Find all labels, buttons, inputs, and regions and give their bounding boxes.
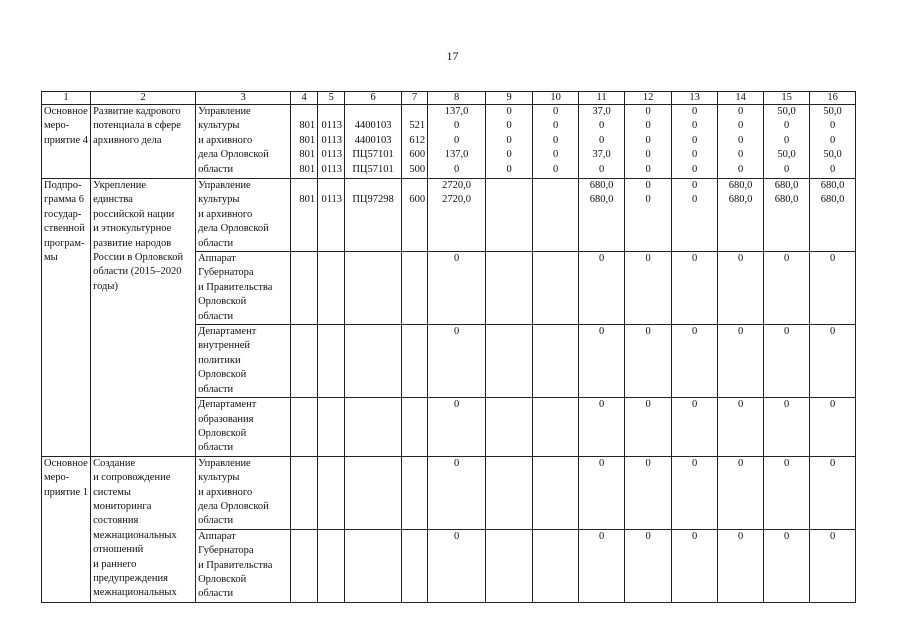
header-cell: 2 — [91, 92, 196, 105]
cell-rzpr — [318, 529, 345, 602]
cell-year — [533, 325, 579, 398]
cell-line: 0 — [645, 134, 651, 146]
cell-line: системы — [93, 486, 131, 498]
cell-line: 0 — [552, 134, 559, 146]
cell-year — [718, 105, 764, 179]
cell-total: 0 — [428, 252, 486, 325]
cell-line — [404, 105, 425, 119]
cell-rzpr — [318, 325, 345, 398]
cell-line: области — [198, 442, 234, 454]
cell-line: 801 — [299, 120, 316, 132]
cell-vr — [402, 325, 428, 398]
cell-year — [533, 398, 579, 457]
cell-line: 612 — [409, 134, 426, 146]
cell-line: российской нации — [93, 208, 175, 220]
cell-year — [810, 179, 856, 252]
cell-rzpr — [318, 456, 345, 529]
cell-line: 2720,0 — [442, 194, 471, 206]
cell-year: 0 — [764, 325, 810, 398]
cell-line: межнациональных — [93, 529, 177, 541]
cell-csr — [345, 179, 402, 252]
cell-line: и Правительства — [198, 281, 273, 293]
header-cell: 11 — [579, 92, 625, 105]
cell-line: 4400103 — [354, 120, 392, 132]
budget-table — [41, 91, 856, 603]
cell-line: 680,0 — [728, 194, 753, 206]
cell-line: Подпро- — [44, 180, 82, 191]
cell-line: 2720,0 — [442, 180, 471, 191]
cell-line: Губернатора — [198, 545, 254, 557]
header-cell: 16 — [810, 92, 856, 105]
cell-year — [486, 529, 533, 602]
header-cell: 10 — [533, 92, 579, 105]
cell-year — [672, 179, 718, 252]
cell-grbs — [291, 529, 318, 602]
cell-year: 0 — [810, 398, 856, 457]
cell-program-name — [91, 179, 196, 457]
cell-line: 137,0 — [444, 149, 469, 161]
cell-vr — [402, 252, 428, 325]
cell-executor — [196, 398, 291, 457]
cell-line: государ- — [44, 208, 82, 220]
cell-line — [347, 179, 399, 193]
cell-line: архивного дела — [93, 134, 162, 146]
cell-year: 0 — [810, 252, 856, 325]
cell-line: 0 — [691, 180, 698, 191]
cell-line — [404, 179, 425, 193]
cell-line: Развитие кадрового — [93, 106, 181, 117]
cell-line: межнациональных — [93, 587, 177, 599]
cell-line: 0 — [645, 194, 651, 206]
cell-year — [718, 179, 764, 252]
cell-year — [533, 529, 579, 602]
cell-vr — [402, 398, 428, 457]
cell-grbs — [291, 252, 318, 325]
cell-year — [625, 105, 672, 179]
cell-line: 0 — [691, 120, 698, 132]
cell-line: 801 — [299, 149, 316, 161]
cell-executor — [196, 252, 291, 325]
cell-line: и Правительства — [198, 559, 273, 571]
cell-grbs — [291, 456, 318, 529]
cell-executor — [196, 529, 291, 602]
header-cell: 8 — [428, 92, 486, 105]
cell-line: 0 — [829, 120, 836, 132]
cell-csr — [345, 456, 402, 529]
cell-year: 0 — [579, 325, 625, 398]
cell-total — [428, 105, 486, 179]
cell-line: 4400103 — [354, 134, 392, 146]
cell-line: дела Орловской — [198, 149, 269, 161]
cell-line: мониторинга — [93, 500, 152, 512]
cell-line: 600 — [409, 149, 426, 161]
cell-rzpr — [318, 179, 345, 252]
cell-line: 801 — [299, 134, 316, 146]
cell-line: 521 — [409, 120, 426, 132]
cell-year — [486, 252, 533, 325]
cell-year: 0 — [764, 456, 810, 529]
cell-line: 680,0 — [774, 180, 799, 191]
cell-year — [764, 105, 810, 179]
cell-line: 0 — [552, 149, 559, 161]
cell-vr — [402, 529, 428, 602]
cell-year: 0 — [810, 456, 856, 529]
cell-line: и архивного — [198, 208, 253, 220]
cell-line: Департамент — [198, 326, 257, 338]
cell-year: 0 — [810, 325, 856, 398]
cell-line: культуры — [198, 120, 240, 132]
cell-line: 37,0 — [592, 106, 611, 117]
cell-line: области — [198, 383, 234, 395]
cell-line: Орловской — [198, 296, 247, 308]
cell-line: Орловской — [198, 369, 247, 381]
cell-line: 0 — [645, 120, 651, 132]
cell-program-code — [42, 456, 91, 602]
cell-line: 0 — [506, 120, 512, 132]
cell-executor — [196, 325, 291, 398]
cell-line: 0113 — [321, 194, 343, 206]
cell-line: 0 — [453, 120, 460, 132]
cell-year — [579, 105, 625, 179]
cell-grbs — [291, 398, 318, 457]
cell-line: внутренней — [198, 340, 251, 352]
cell-line: Аппарат — [198, 530, 236, 542]
cell-line: Основное — [44, 106, 88, 117]
cell-line: дела Орловской — [198, 223, 269, 235]
cell-line: 500 — [409, 163, 426, 175]
cell-vr — [402, 179, 428, 252]
cell-line: и этнокультурное — [93, 223, 172, 235]
cell-line: Департамент — [198, 399, 257, 411]
cell-year: 0 — [764, 529, 810, 602]
cell-year — [533, 105, 579, 179]
cell-line: 0 — [783, 134, 790, 146]
header-cell: 12 — [625, 92, 672, 105]
cell-year: 0 — [764, 252, 810, 325]
cell-line: Управление — [198, 180, 251, 191]
page-number: 17 — [446, 49, 459, 63]
cell-line: 0 — [645, 180, 651, 191]
cell-year — [486, 179, 533, 252]
cell-line: 0 — [506, 134, 512, 146]
cell-line: 680,0 — [774, 194, 799, 206]
cell-year: 0 — [625, 398, 672, 457]
cell-line: меро- — [44, 120, 70, 132]
cell-year: 0 — [718, 398, 764, 457]
cell-line — [293, 179, 315, 193]
cell-line: 0113 — [321, 134, 343, 146]
cell-line: 0 — [598, 134, 605, 146]
cell-line: 0 — [737, 163, 744, 175]
cell-year — [810, 105, 856, 179]
cell-line: Основное — [44, 457, 88, 469]
cell-rzpr — [318, 398, 345, 457]
cell-line: культуры — [198, 472, 240, 484]
cell-year — [486, 325, 533, 398]
cell-line — [320, 105, 342, 119]
cell-line: области (2015–2020 — [93, 266, 182, 278]
cell-year: 0 — [718, 529, 764, 602]
cell-grbs — [291, 325, 318, 398]
header-cell: 7 — [402, 92, 428, 105]
cell-year: 0 — [579, 252, 625, 325]
cell-line: 0113 — [321, 120, 343, 132]
cell-line: единства — [93, 194, 133, 206]
header-cell: 15 — [764, 92, 810, 105]
cell-line: и раннего — [93, 558, 137, 570]
cell-line: 137,0 — [444, 106, 469, 117]
cell-total: 0 — [428, 456, 486, 529]
cell-year: 0 — [579, 529, 625, 602]
cell-line: Создание — [93, 457, 136, 469]
cell-line: 0113 — [321, 149, 343, 161]
cell-line: 0 — [506, 106, 512, 117]
cell-line: области — [198, 588, 234, 600]
cell-year: 0 — [810, 529, 856, 602]
cell-line: предупреждения — [93, 572, 168, 584]
cell-year: 0 — [718, 325, 764, 398]
cell-year: 0 — [625, 252, 672, 325]
cell-line: области — [198, 310, 234, 322]
cell-program-name — [91, 456, 196, 602]
cell-line: ПЦ57101 — [352, 163, 394, 175]
cell-program-code — [42, 179, 91, 457]
cell-line: 0 — [598, 120, 605, 132]
cell-line: грамма 6 — [44, 194, 84, 206]
cell-year: 0 — [672, 398, 718, 457]
cell-line: 0 — [598, 163, 605, 175]
cell-year — [625, 179, 672, 252]
cell-line: и архивного — [198, 134, 253, 146]
cell-line: России в Орловской — [93, 252, 184, 264]
cell-line: 0113 — [321, 163, 343, 175]
cell-line: 600 — [409, 194, 426, 206]
cell-line: 801 — [299, 194, 316, 206]
cell-line: Управление — [198, 457, 251, 469]
cell-csr — [345, 105, 402, 179]
cell-line: 50,0 — [823, 106, 842, 117]
cell-grbs — [291, 179, 318, 252]
cell-line: развитие народов — [93, 237, 172, 249]
cell-rzpr — [318, 252, 345, 325]
cell-line: 0 — [737, 149, 744, 161]
cell-year: 0 — [625, 529, 672, 602]
cell-line: Орловской — [198, 427, 247, 439]
cell-line: отношений — [93, 544, 144, 556]
cell-year — [764, 179, 810, 252]
cell-line: образования — [198, 413, 254, 425]
cell-vr — [402, 456, 428, 529]
cell-year — [533, 456, 579, 529]
cell-line: 0 — [783, 163, 790, 175]
cell-line: 0 — [829, 163, 836, 175]
cell-total: 0 — [428, 529, 486, 602]
cell-line: и сопровождение — [93, 472, 171, 484]
cell-year: 0 — [672, 325, 718, 398]
cell-year: 0 — [579, 456, 625, 529]
cell-line: политики — [198, 354, 241, 366]
cell-line: потенциала в сфере — [93, 120, 181, 132]
cell-rzpr — [318, 105, 345, 179]
cell-total: 0 — [428, 398, 486, 457]
cell-line: области — [198, 237, 234, 249]
cell-total — [428, 179, 486, 252]
cell-line: 0 — [691, 163, 698, 175]
cell-line: области — [198, 515, 234, 527]
cell-line: дела Орловской — [198, 500, 269, 512]
header-cell: 14 — [718, 92, 764, 105]
cell-line: 0 — [737, 120, 744, 132]
cell-year: 0 — [672, 529, 718, 602]
table-row — [42, 179, 856, 252]
cell-line: 680,0 — [820, 180, 845, 191]
cell-line: 0 — [645, 163, 651, 175]
cell-line: 680,0 — [728, 180, 753, 191]
cell-line: 680,0 — [589, 180, 614, 191]
cell-line: мы — [44, 252, 58, 264]
cell-line: 0 — [783, 120, 790, 132]
header-cell: 4 — [291, 92, 318, 105]
cell-year: 0 — [718, 456, 764, 529]
table-row — [42, 105, 856, 179]
header-cell: 6 — [345, 92, 402, 105]
cell-year: 0 — [625, 456, 672, 529]
cell-line: 0 — [453, 163, 460, 175]
cell-line: 0 — [691, 149, 698, 161]
cell-line: 0 — [737, 134, 744, 146]
cell-line: 0 — [552, 106, 559, 117]
cell-year: 0 — [672, 456, 718, 529]
cell-line: годы) — [93, 280, 118, 292]
cell-line: и архивного — [198, 486, 253, 498]
cell-line: Аппарат — [198, 253, 236, 265]
header-cell: 3 — [196, 92, 291, 105]
cell-line: 50,0 — [777, 149, 796, 161]
cell-line: 680,0 — [589, 194, 614, 206]
cell-executor — [196, 105, 291, 179]
cell-line: ПЦ57101 — [352, 149, 394, 161]
cell-line: 0 — [691, 134, 698, 146]
cell-year: 0 — [625, 325, 672, 398]
cell-line: приятие 4 — [44, 134, 89, 146]
cell-line: области — [198, 163, 234, 175]
cell-program-name — [91, 105, 196, 179]
cell-vr — [402, 105, 428, 179]
cell-year: 0 — [764, 398, 810, 457]
cell-executor — [196, 179, 291, 252]
cell-line — [347, 105, 399, 119]
cell-csr — [345, 252, 402, 325]
cell-csr — [345, 325, 402, 398]
cell-line: 680,0 — [820, 194, 845, 206]
cell-line: 0 — [645, 106, 651, 117]
cell-line: 0 — [453, 134, 460, 146]
header-cell: 13 — [672, 92, 718, 105]
cell-year — [486, 456, 533, 529]
header-row — [42, 92, 856, 105]
cell-line: 0 — [506, 149, 512, 161]
cell-executor — [196, 456, 291, 529]
cell-csr — [345, 398, 402, 457]
cell-line: Управление — [198, 106, 251, 117]
cell-year: 0 — [579, 398, 625, 457]
cell-csr — [345, 529, 402, 602]
cell-line: ственной — [44, 223, 85, 235]
cell-grbs — [291, 105, 318, 179]
cell-year — [533, 252, 579, 325]
cell-year — [672, 105, 718, 179]
cell-line: меро- — [44, 472, 70, 484]
cell-line: состояния — [93, 515, 139, 527]
cell-year — [486, 105, 533, 179]
cell-line: 37,0 — [592, 149, 611, 161]
cell-line: 801 — [299, 163, 316, 175]
cell-line — [293, 105, 315, 119]
cell-line: ПЦ97298 — [352, 194, 394, 206]
cell-line: 0 — [691, 194, 698, 206]
header-cell: 9 — [486, 92, 533, 105]
cell-line — [320, 179, 342, 193]
cell-line: 0 — [691, 106, 698, 117]
cell-line: 0 — [829, 134, 836, 146]
cell-line: програм- — [44, 237, 85, 249]
cell-program-code — [42, 105, 91, 179]
cell-line: Орловской — [198, 573, 247, 585]
cell-line: приятие 1 — [44, 486, 89, 498]
cell-year — [579, 179, 625, 252]
cell-line: 0 — [552, 120, 559, 132]
cell-line: Укрепление — [93, 180, 147, 191]
cell-year: 0 — [718, 252, 764, 325]
cell-line: 0 — [645, 149, 651, 161]
cell-year — [533, 179, 579, 252]
cell-line: 0 — [737, 106, 744, 117]
cell-line: культуры — [198, 194, 240, 206]
cell-line: 50,0 — [823, 149, 842, 161]
cell-line: 50,0 — [777, 106, 796, 117]
cell-line: 0 — [506, 163, 512, 175]
cell-total: 0 — [428, 325, 486, 398]
cell-year — [486, 398, 533, 457]
cell-line: 0 — [552, 163, 559, 175]
table-row — [42, 456, 856, 529]
header-cell: 1 — [42, 92, 91, 105]
header-cell: 5 — [318, 92, 345, 105]
cell-line: Губернатора — [198, 267, 254, 279]
cell-year: 0 — [672, 252, 718, 325]
